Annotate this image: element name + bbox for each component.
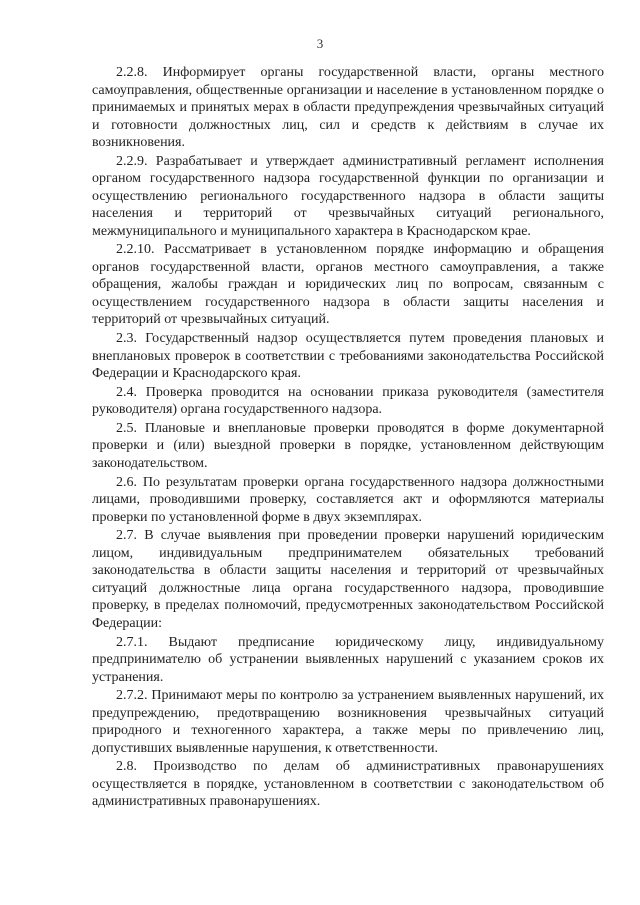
paragraph-2-7-1: 2.7.1. Выдают предписание юридическому лицу, индивидуальному предпринимателю об устранении выявленных нарушений с указанием сроков их устранения.: [92, 634, 604, 685]
paragraph-2-6: 2.6. По результатам проверки органа государственного надзора должностными лицами, проводившими проверку, составляется акт и оформляются материалы проверки по установленной форме в двух экземплярах.: [92, 474, 604, 525]
page-number: 3: [316, 36, 324, 51]
paragraph-2-2-8: 2.2.8. Информирует органы государственной власти, органы местного самоуправления, общественные организации и население в установленном порядке о принимаемых и принятых мерах в области предупреждения чрезвычайных ситуаций и готовности должностных лиц, сил и средств к действиям в случае их возникновения.: [92, 65, 604, 150]
paragraph-2-7: 2.7. В случае выявления при проведении проверки нарушений юридическим лицом, индивидуальным предпринимателем обязательных требований законодательства в области защиты населения и территорий от чрезвычайных ситуаций должностные лица органа государственного надзора, проводившие проверку, в пределах полномочий, предусмотренных законодательством Российской Федерации:: [92, 528, 604, 631]
paragraph-2-2-10: 2.2.10. Рассматривает в установленном порядке информацию и обращения органов государственной власти, органов местного самоуправления, а также обращения, жалобы граждан и юридических лиц по вопросам, связанным с осуществлением государственного надзора в области защиты населения и территорий от чрезвычайных ситуаций.: [92, 242, 604, 328]
paragraph-2-3: 2.3. Государственный надзор осуществляется путем проведения плановых и внеплановых проверок в соответствии с требованиями законодательства Российской Федерации и Краснодарского края.: [92, 331, 604, 382]
paragraph-2-7-2: 2.7.2. Принимают меры по контролю за устранением выявленных нарушений, их предупреждению, предотвращению возникновения чрезвычайных ситуаций природного и техногенного характера, а также меры по привлечению лиц, допустивших выявленные нарушения, к ответственности.: [92, 688, 604, 756]
paragraph-2-2-9: 2.2.9. Разрабатывает и утверждает административный регламент исполнения органом государственного надзора государственной функции по организации и осуществлению регионального государственного надзора в области защиты населения и территорий от чрезвычайных ситуаций регионального, межмуниципального и муниципального характера в Краснодарском крае.: [92, 153, 604, 239]
document-body: [92, 64, 604, 812]
paragraph-2-5: 2.5. Плановые и внеплановые проверки проводятся в форме документарной проверки и (или) выездной проверки в порядке, установленном действующим законодательством.: [92, 420, 604, 471]
paragraph-2-8: 2.8. Производство по делам об административных правонарушениях осуществляется в порядке, установленном в соответствии с законодательством об административных правонарушениях.: [92, 759, 604, 810]
paragraph-2-4: 2.4. Проверка проводится на основании приказа руководителя (заместителя руководителя) органа государственного надзора.: [92, 384, 604, 418]
